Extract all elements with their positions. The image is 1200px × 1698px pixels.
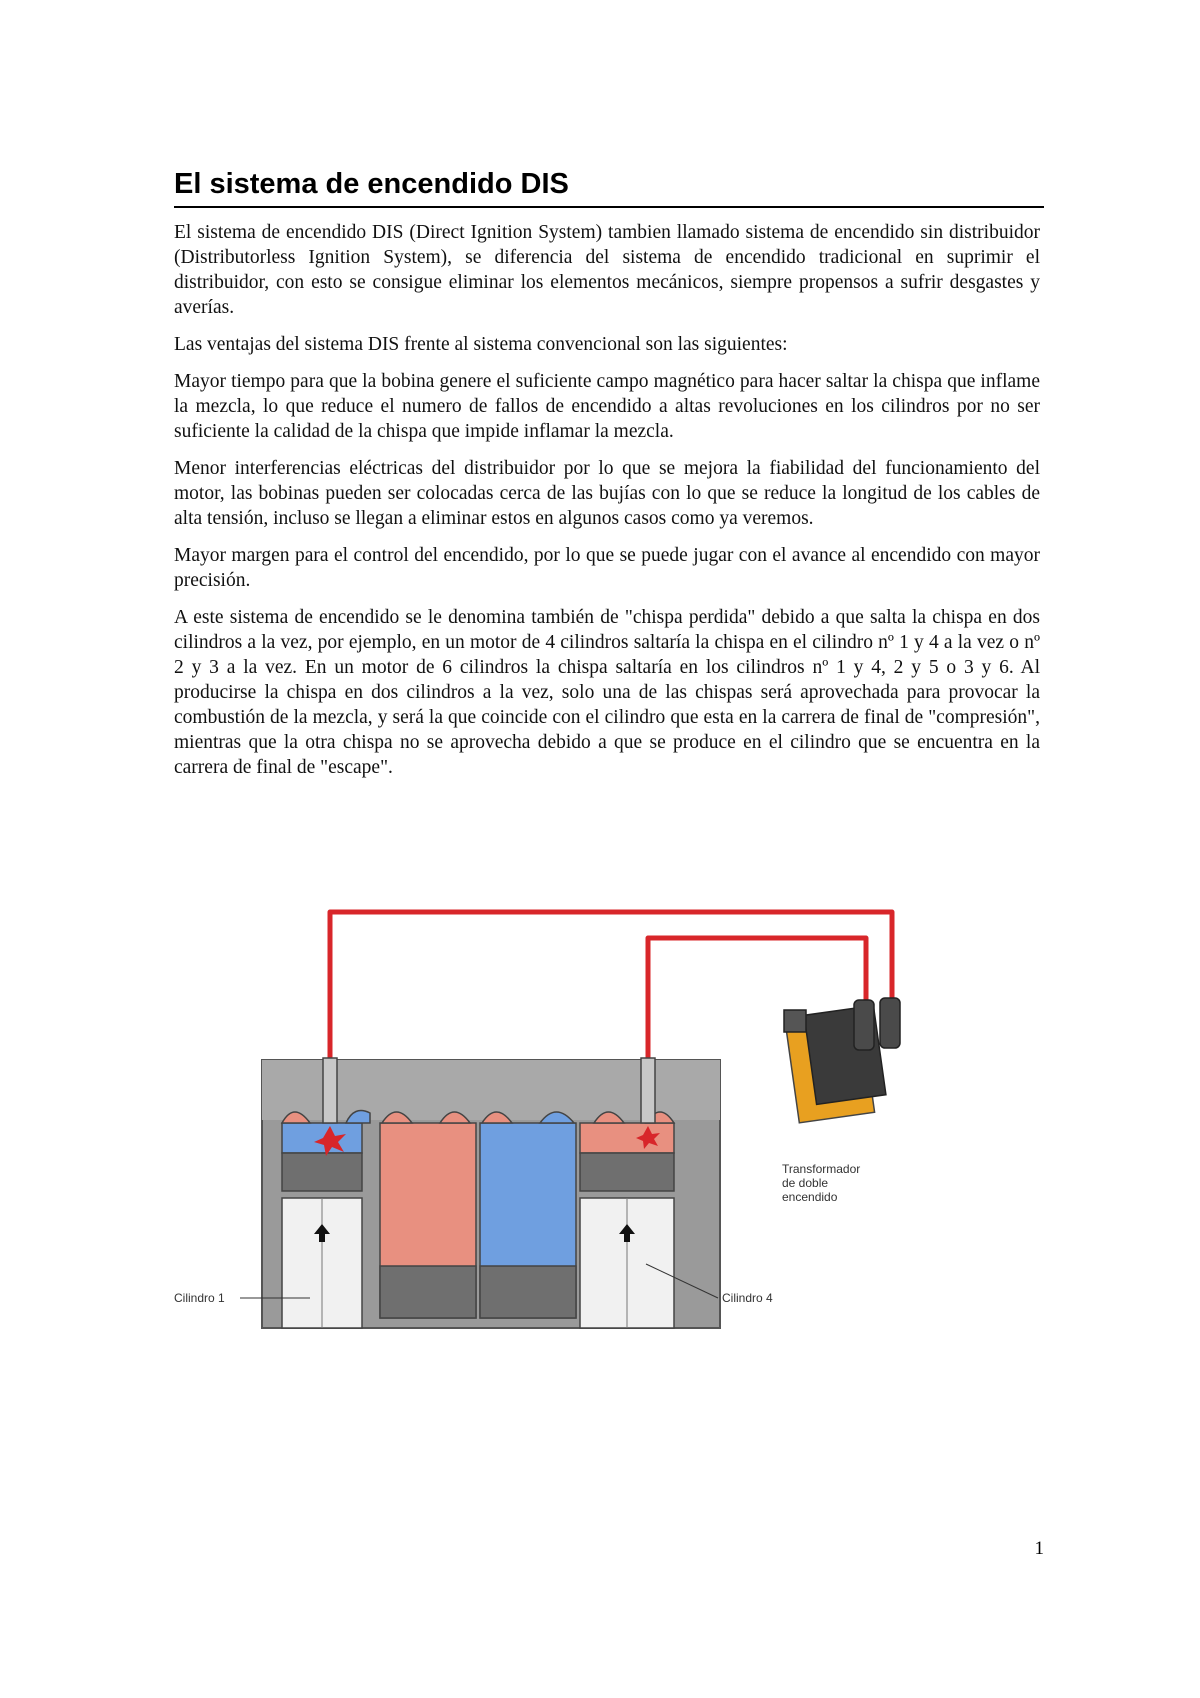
paragraph: El sistema de encendido DIS (Direct Ignition System) tambien llamado sistema de encendido sin distribuidor (Distributorless Ignition System), se diferencia del sistema de encendido tradicional en suprimir el distribuidor, con esto se consigue eliminar los elementos mecánicos, siempre propensos a sufrir desgastes y averías. — [174, 222, 1040, 318]
paragraph: A este sistema de encendido se le denomina también de "chispa perdida" debido a que salta la chispa en dos cilindros a la vez, por ejemplo, en un motor de 4 cilindros saltaría la chispa en el cilindro nº 1 y 4 a la vez o nº 2 y 3 a la vez. En un motor de 6 cilindros la chispa saltaría en los cilindros nº 1 y 4, 2 y 5 o 3 y 6. Al producirse la chispa en dos cilindros a la vez, solo una de las chispas será aprovechada para provocar la combustión de la mezcla, y será la que coincide con el cilindro que esta en la carrera de final de "compresión", mientras que la otra chispa no se aprovecha debido a que se produce en el cilindro que se encuentra en la carrera de final de "escape". — [174, 607, 1040, 778]
engine-block — [262, 1058, 720, 1328]
chamber-cylinder-1 — [282, 1123, 362, 1153]
label-coil: de doble — [782, 1176, 829, 1190]
piston-cylinder-1 — [282, 1153, 362, 1191]
label-coil: Transformador — [782, 1162, 861, 1176]
spark-plug-1 — [323, 1058, 337, 1123]
paragraph: Mayor tiempo para que la bobina genere el suficiente campo magnético para hacer saltar la chispa que inflame la mezcla, lo que reduce el numero de fallos de encendido a altas revoluciones en los cilindros por no ser suficiente la calidad de la chispa que impide inflamar la mezcla. — [174, 371, 1040, 442]
body-text — [174, 220, 1040, 792]
spark-plug-4 — [641, 1058, 655, 1123]
page-number: 1 — [1034, 1538, 1044, 1559]
label-cylinder-4: Cilindro 4 — [722, 1291, 773, 1305]
piston-cylinder-2 — [380, 1266, 476, 1318]
piston-cylinder-4 — [580, 1153, 674, 1191]
paragraph: Las ventajas del sistema DIS frente al sistema convencional son las siguientes: — [174, 334, 788, 355]
piston-cylinder-3 — [480, 1266, 576, 1318]
dis-ignition-diagram — [170, 898, 950, 1340]
ignition-coil — [784, 998, 900, 1123]
chamber-cylinder-4 — [580, 1123, 674, 1153]
page-title: El sistema de encendido DIS — [174, 166, 1044, 208]
label-coil: encendido — [782, 1190, 838, 1204]
paragraph: Menor interferencias eléctricas del distribuidor por lo que se mejora la fiabilidad del funcionamiento del motor, las bobinas pueden ser colocadas cerca de las bujías con lo que se reduce la longitud de los cables de alta tensión, incluso se llegan a eliminar estos en algunos casos como ya veremos. — [174, 458, 1040, 529]
label-cylinder-1: Cilindro 1 — [174, 1291, 225, 1305]
paragraph: Mayor margen para el control del encendido, por lo que se puede jugar con el avance al encendido con mayor precisión. — [174, 545, 1040, 591]
